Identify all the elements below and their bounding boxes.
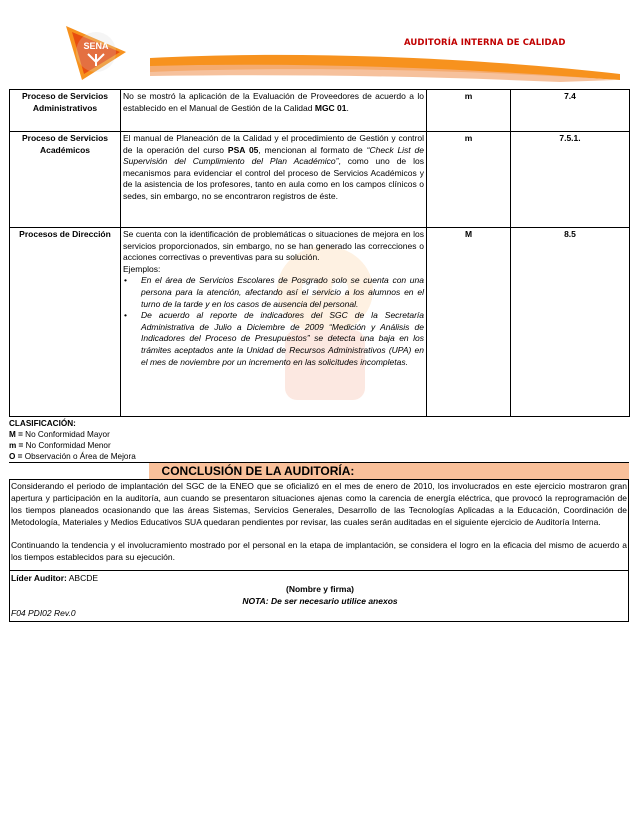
severity-cell: m (427, 90, 511, 132)
example-item: • En el área de Servicios Escolares de Posgrado solo se cuenta con una persona para la atención, afectando así el servicio a los alumnos en el turno de la tarde y en los casos de ausencia del personal. (141, 275, 424, 310)
lead-auditor-name: ABCDE (66, 573, 99, 584)
table-row (10, 228, 630, 417)
finding-description (121, 228, 427, 417)
classification-text: No Conformidad Mayor (22, 430, 110, 439)
finding-description: El manual de Planeación de la Calidad y el procedimiento de Gestión y control de la operación del curso PSA 05, mencionan al formato de “Check List de Supervisión del Cumplimiento del Plan Académico”, como uno de los mecanismos para evidenciar el control del proceso de Servicios Académicos y de la asistencia de los profesores, tanto en aula como en los campos clínicos o sedes, sin embargo, no se encontraron registros de éste. (121, 132, 427, 228)
clause-cell: 7.5.1. (511, 132, 630, 228)
table-row (10, 90, 630, 132)
severity-cell: m (427, 132, 511, 228)
classification-code: M = (9, 430, 23, 439)
severity-cell: M (427, 228, 511, 417)
classification-item (9, 429, 629, 440)
classification-text: Observación o Área de Mejora (22, 452, 136, 461)
finding-text: Se cuenta con la identificación de problemáticas o situaciones de mejora en los servicios proporcionados, sin embargo, no se han generado las correcciones o acciones correctivas o preventivas para su solución. (123, 229, 424, 263)
clause-cell: 8.5 (511, 228, 630, 417)
finding-description: No se mostró la aplicación de la Evaluación de Proveedores de acuerdo a lo establecido en el Manual de Gestión de la Calidad MGC 01. (121, 90, 427, 132)
audit-document (9, 89, 629, 622)
findings-table (9, 89, 630, 417)
lead-auditor (11, 573, 98, 583)
document-title: AUDITORÍA INTERNA DE CALIDAD (404, 38, 566, 48)
attachments-note: NOTA: De ser necesario utilice anexos (242, 596, 398, 607)
examples-label: Ejemplos: (123, 263, 161, 274)
conclusion-body (9, 480, 629, 571)
signature-label: (Nombre y firma) (285, 584, 354, 595)
classification-code: m = (9, 441, 24, 450)
process-cell: Proceso de Servicios Administrativos (10, 90, 121, 132)
conclusion-paragraph: Considerando el periodo de implantación del SGC de la ENEO que se oficializó en el mes de enero de 2010, los involucrados en este ejercicio mostraron gran apertura y participación en la auditoría, aun cuando se presentaron situaciones ajenas como la carencia de energía eléctrica, que provocó la reprogramación de los tiempos planeados ocasionando que las áreas Sistemas, Servicios Generales, Desarrollo de las Tecnologías Aplicadas a la Educación, Coordinación de Metodología, Materiales y Medios Educativos SUA quedaran pendientes por revisar, las cuales serán auditadas en el siguiente ejercicio de Auditoría Interna. (11, 481, 627, 527)
conclusion-title: CONCLUSIÓN DE LA AUDITORÍA: (161, 464, 355, 478)
lead-auditor-label: Líder Auditor: (11, 573, 67, 584)
classification-code: O = (9, 452, 23, 461)
conclusion-paragraph: Continuando la tendencia y el involucramiento mostrado por el personal en la etapa de implantación, se considera el logro en la eficacia del mismo de acuerdo a los tiempos establecidos para su ejecución. (11, 539, 627, 562)
process-cell: Proceso de Servicios Académicos (10, 132, 121, 228)
form-code: F04 PDI02 Rev.0 (11, 608, 76, 619)
examples-list (123, 275, 424, 368)
classification-text: No Conformidad Menor (23, 441, 111, 450)
clause-cell: 7.4 (511, 90, 630, 132)
example-item: • De acuerdo al reporte de indicadores del SGC de la Secretaría Administrativa de Julio a Diciembre de 2009 “Medición y Análisis de Indicadores del Proceso de Presupuestos” se detecta una baja en los trámites aceptados ante la Unidad de Recursos Administrativos (UPA) en el mes de noviembre por un incremento en las solicitudes incompletas. (141, 310, 424, 368)
signature-section (9, 571, 629, 622)
classification-item (9, 451, 629, 462)
page-header (0, 0, 638, 86)
sena-logo-icon (62, 22, 130, 84)
classification-item (9, 440, 629, 451)
classification-title: CLASIFICACIÓN: (9, 419, 76, 428)
classification-legend (9, 417, 629, 462)
conclusion-header (9, 462, 629, 480)
logo-text: SENA (83, 41, 109, 51)
process-cell: Procesos de Dirección (10, 228, 121, 417)
table-row (10, 132, 630, 228)
